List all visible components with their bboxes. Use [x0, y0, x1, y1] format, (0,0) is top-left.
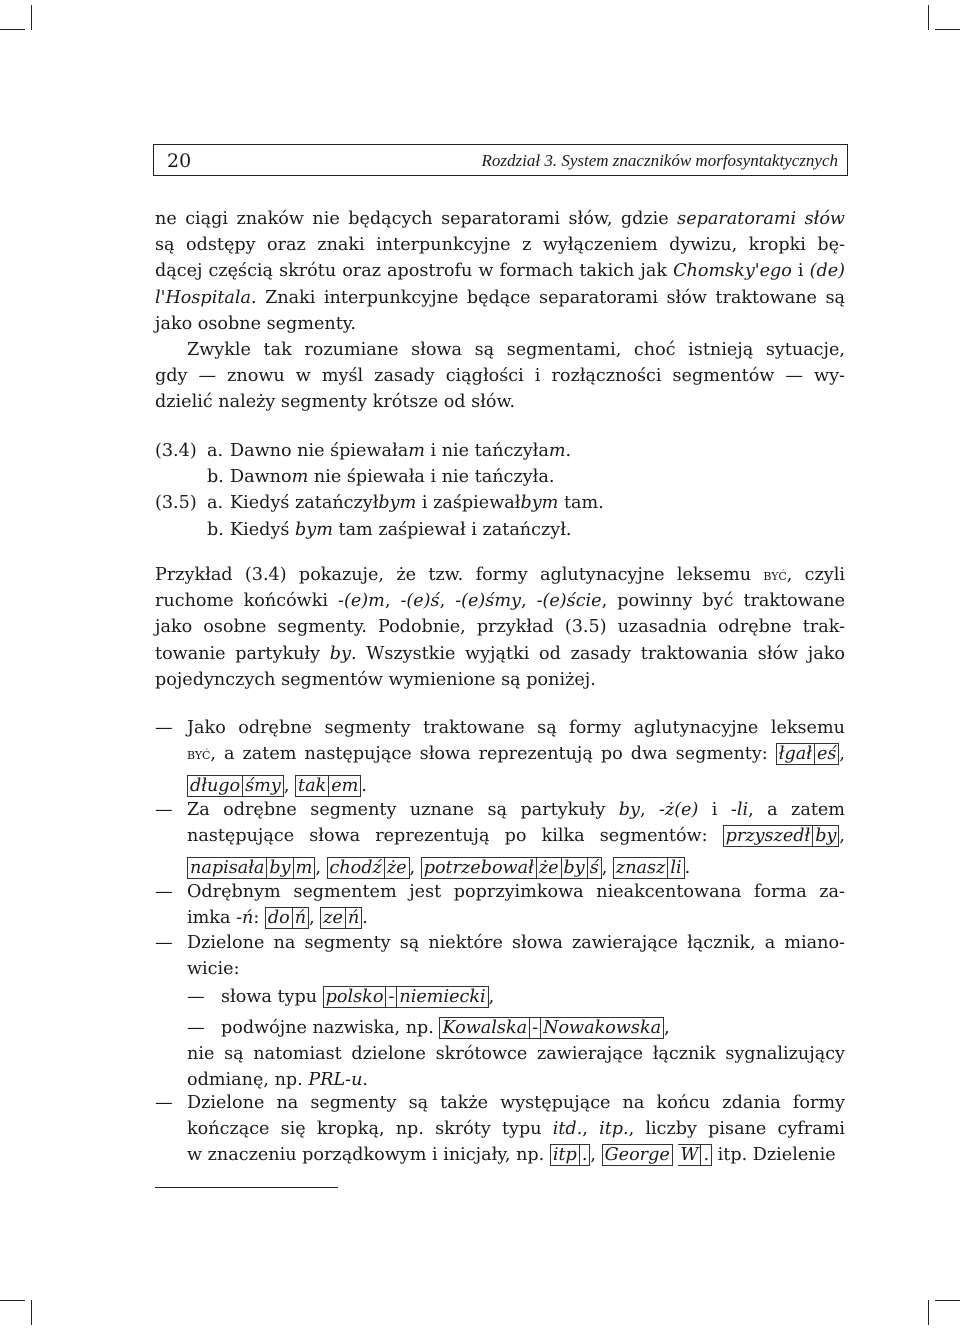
- paragraph-continuation: ne ciągi znaków nie będących separatorami słów, gdzie separatorami słów są odstępy oraz znaki interpunkcyjne z wyłączeniem dywizu, kropki bę- dącej częścią skrótu oraz apostrofu w formach takich jak Chomsky'ego i (de) l'Hospitala. Znaki interpunkcyjne będące separatorami słów traktowane są jako osobne segmenty.: [155, 209, 846, 334]
- example-list: [155, 438, 604, 543]
- chapter-title: Rozdział 3. System znaczników morfosyntaktycznych: [481, 151, 838, 170]
- segment-box: by: [562, 857, 588, 879]
- list-item-kropka: — Dzielone na segmenty są także występujące na końcu zdania formy kończące się kropką, np. skróty typu itd., itp., liczby pisane cyframi w znaczeniu porządkowym i inicjały, np. itp . , George W . itp. Dzielenie: [155, 1090, 845, 1169]
- list-dash: —: [155, 718, 173, 738]
- example-3-4b: b. Dawnom nie śpiewała i nie tańczyła.: [207, 467, 555, 488]
- footnote-rule: [155, 1187, 338, 1188]
- segment-box: do: [265, 907, 293, 929]
- segment-box: .: [580, 1144, 591, 1166]
- segment-box: Nowakowska: [541, 1017, 664, 1039]
- segment-box: itp: [550, 1144, 580, 1166]
- crop-mark-bl-h: [0, 1300, 25, 1301]
- segment-box: ze: [320, 907, 346, 929]
- crop-mark-bl-v: [31, 1300, 32, 1325]
- segment-box: ń: [293, 907, 309, 929]
- segment-box: em: [329, 775, 361, 797]
- segment-box: Kowalska: [439, 1017, 530, 1039]
- segment-box: ń: [346, 907, 362, 929]
- segment-box: by: [813, 825, 839, 847]
- segment-box: tak: [295, 775, 329, 797]
- example-3-5a: (3.5) a. Kiedyś zatańczyłbym i zaśpiewałbym tam.: [155, 493, 604, 514]
- segment-box: .: [701, 1144, 712, 1166]
- page-header: [153, 144, 848, 176]
- crop-mark-tl-h: [0, 29, 25, 30]
- paragraph-segments: Zwykle tak rozumiane słowa są segmentami, choć istnieją sytuacje, gdy — znowu w myśl zasady ciągłości i rozłączności segmentów — wy- dzielić należy segmenty krótsze od słów.: [155, 340, 845, 413]
- segment-box: niemiecki: [397, 986, 488, 1008]
- list-dash: —: [155, 882, 173, 902]
- list-item-partykuly: — Za odrębne segmenty uznane są partykuły by, -ż(e) i -li, a zatem następujące słowa reprezentują po kilka segmentów: przyszedł by , napisała by m , chodź że , potrzebował że by ś , znasz li .: [155, 797, 845, 882]
- crop-mark-br-h: [935, 1300, 960, 1301]
- list-dash: —: [155, 1093, 173, 1113]
- paragraph-example-discussion: Przykład (3.4) pokazuje, że tzw. formy aglutynacyjne leksemu być, czyli ruchome końcówki -(e)m, -(e)ś, -(e)śmy, -(e)ście, powinny być traktowane jako osobne segmenty. Podobnie, przykład (3.5) uzasadnia odrębne trak- towanie partykuły by. Wszystkie wyjątki od zasady traktowania słów jako pojedynczych segmentów wymienione są poniżej.: [155, 565, 846, 690]
- crop-mark-tl-v: [31, 5, 32, 30]
- segment-box: długo: [187, 775, 243, 797]
- crop-mark-br-v: [928, 1300, 929, 1325]
- list-dash: —: [155, 933, 173, 953]
- segment-box: znasz: [613, 857, 668, 879]
- crop-mark-tr-v: [928, 5, 929, 30]
- segment-box: polsko: [323, 986, 387, 1008]
- segment-box: ś: [588, 857, 602, 879]
- segment-box: -: [530, 1017, 541, 1039]
- segment-box: li: [668, 857, 684, 879]
- segment-box: W: [678, 1144, 701, 1166]
- segment-box: że: [385, 857, 410, 879]
- segment-box: śmy: [243, 775, 284, 797]
- list-dash: —: [155, 800, 173, 820]
- list-item-lacznik: — Dzielone na segmenty są niektóre słowa zawierające łącznik, a miano- wicie: — słowa typu polsko - niemiecki , — podwójne nazwiska, np. Kowalska - Nowakowska , nie są natomiast dzielone skrótowce zawierające łącznik sygnalizujący odmianę, np. PRL-u.: [155, 930, 845, 1093]
- example-3-5b: b. Kiedyś bym tam zaśpiewał i zatańczył.: [207, 519, 572, 540]
- segment-box: m: [294, 857, 316, 879]
- segment-box: chodź: [327, 857, 385, 879]
- segment-box: że: [537, 857, 562, 879]
- segment-box: przyszedł: [723, 825, 814, 847]
- segment-box: -: [386, 986, 397, 1008]
- segment-box: eś: [815, 743, 839, 765]
- segment-box: by: [267, 857, 293, 879]
- example-3-4a: (3.4) a. Dawno nie śpiewałam i nie tańczyłam.: [155, 441, 572, 461]
- segment-box: George: [602, 1144, 673, 1166]
- segment-box: łgał: [776, 743, 815, 765]
- page-number: 20: [167, 150, 192, 172]
- crop-mark-tr-h: [935, 29, 960, 30]
- list-item-aglutynacyjne: — Jako odrębne segmenty traktowane są formy aglutynacyjne leksemu być, a zatem następujące słowa reprezentują po dwa segmenty: łgał eś , długo śmy , tak em .: [155, 715, 845, 800]
- segment-box: napisała: [187, 857, 267, 879]
- list-item-zaimek: — Odrębnym segmentem jest poprzyimkowa nieakcentowana forma za- imka -ń: do ń , ze ń .: [155, 879, 845, 931]
- segment-box: potrzebował: [421, 857, 537, 879]
